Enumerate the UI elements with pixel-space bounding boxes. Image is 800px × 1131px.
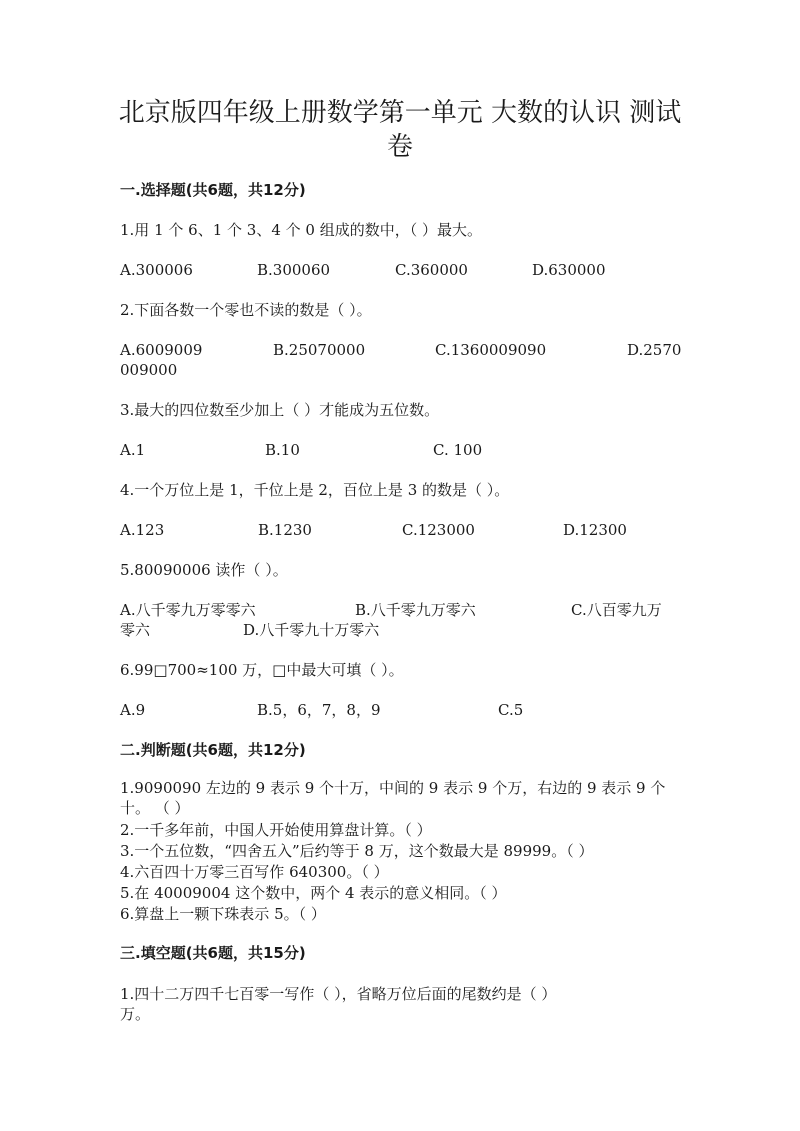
- option-d: D.12300: [563, 521, 627, 539]
- question-1-3: 3.最大的四位数至少加上（ ）才能成为五位数。: [120, 401, 440, 419]
- section-3-heading: 三.填空题(共6题，共15分): [120, 944, 306, 962]
- question-1-5: 5.80090006 读作（ ）。: [120, 561, 288, 579]
- title-line-2: 卷: [386, 132, 413, 162]
- option-b: B.300060: [257, 261, 331, 279]
- section-2-heading: 二.判断题(共6题，共12分): [120, 741, 306, 759]
- judgment-item: 6.算盘上一颗下珠表示 5。（ ）: [120, 905, 326, 923]
- option-c: C. 100: [433, 441, 483, 459]
- option-a: A.6009009: [120, 341, 203, 359]
- judgment-item: 1.9090090 左边的 9 表示 9 个十万，中间的 9 表示 9 个万，右边的 9 表示 9 个: [120, 779, 666, 797]
- option-d: D.630000: [532, 261, 606, 279]
- option-a: A.123: [120, 521, 165, 539]
- option-c: C.5: [498, 701, 524, 719]
- option-c-continued: 零六: [120, 621, 151, 639]
- section-1-heading: 一.选择题(共6题，共12分): [120, 181, 306, 199]
- option-a: A.300006: [120, 261, 193, 279]
- option-b: B.25070000: [273, 341, 366, 359]
- judgment-item: 4.六百四十万零三百写作 640300。（ ）: [120, 863, 389, 881]
- judgment-item: 2.一千多年前，中国人开始使用算盘计算。（ ）: [120, 821, 432, 839]
- option-d: D.2570: [627, 341, 682, 359]
- option-b: B.10: [265, 441, 300, 459]
- option-a: A.1: [120, 441, 146, 459]
- question-1-2: 2.下面各数一个零也不读的数是（ ）。: [120, 301, 372, 319]
- option-c: C.123000: [402, 521, 475, 539]
- option-c: C.八百零九万: [571, 601, 662, 619]
- question-1-6: 6.99□700≈100 万，□中最大可填（ ）。: [120, 661, 404, 679]
- option-b: B.5，6，7，8，9: [257, 701, 381, 719]
- option-b: B.八千零九万零六: [355, 601, 476, 619]
- title-line-1: 北京版四年级上册数学第一单元 大数的认识 测试: [118, 98, 682, 128]
- option-c: C.360000: [395, 261, 468, 279]
- judgment-item-continued: 十。 （ ）: [120, 799, 190, 817]
- option-c: C.1360009090: [435, 341, 547, 359]
- judgment-item: 3.一个五位数，“四舍五入”后约等于 8 万，这个数最大是 89999。（ ）: [120, 842, 594, 860]
- option-b: B.1230: [258, 521, 312, 539]
- fill-question-1-continued: 万。: [120, 1005, 151, 1023]
- question-1-4: 4.一个万位上是 1，千位上是 2，百位上是 3 的数是（ ）。: [120, 481, 510, 499]
- exam-title: [100, 96, 700, 164]
- judgment-item: 5.在 40009004 这个数中，两个 4 表示的意义相同。（ ）: [120, 884, 507, 902]
- option-a: A.9: [120, 701, 146, 719]
- fill-question-1: 1.四十二万四千七百零一写作（ ），省略万位后面的尾数约是（ ）: [120, 985, 557, 1003]
- option-a: A.八千零九万零零六: [120, 601, 256, 619]
- option-d: D.八千零九十万零六: [243, 621, 380, 639]
- option-d-continued: 009000: [120, 361, 178, 379]
- question-1-1: 1.用 1 个 6、1 个 3、4 个 0 组成的数中，（ ）最大。: [120, 221, 482, 239]
